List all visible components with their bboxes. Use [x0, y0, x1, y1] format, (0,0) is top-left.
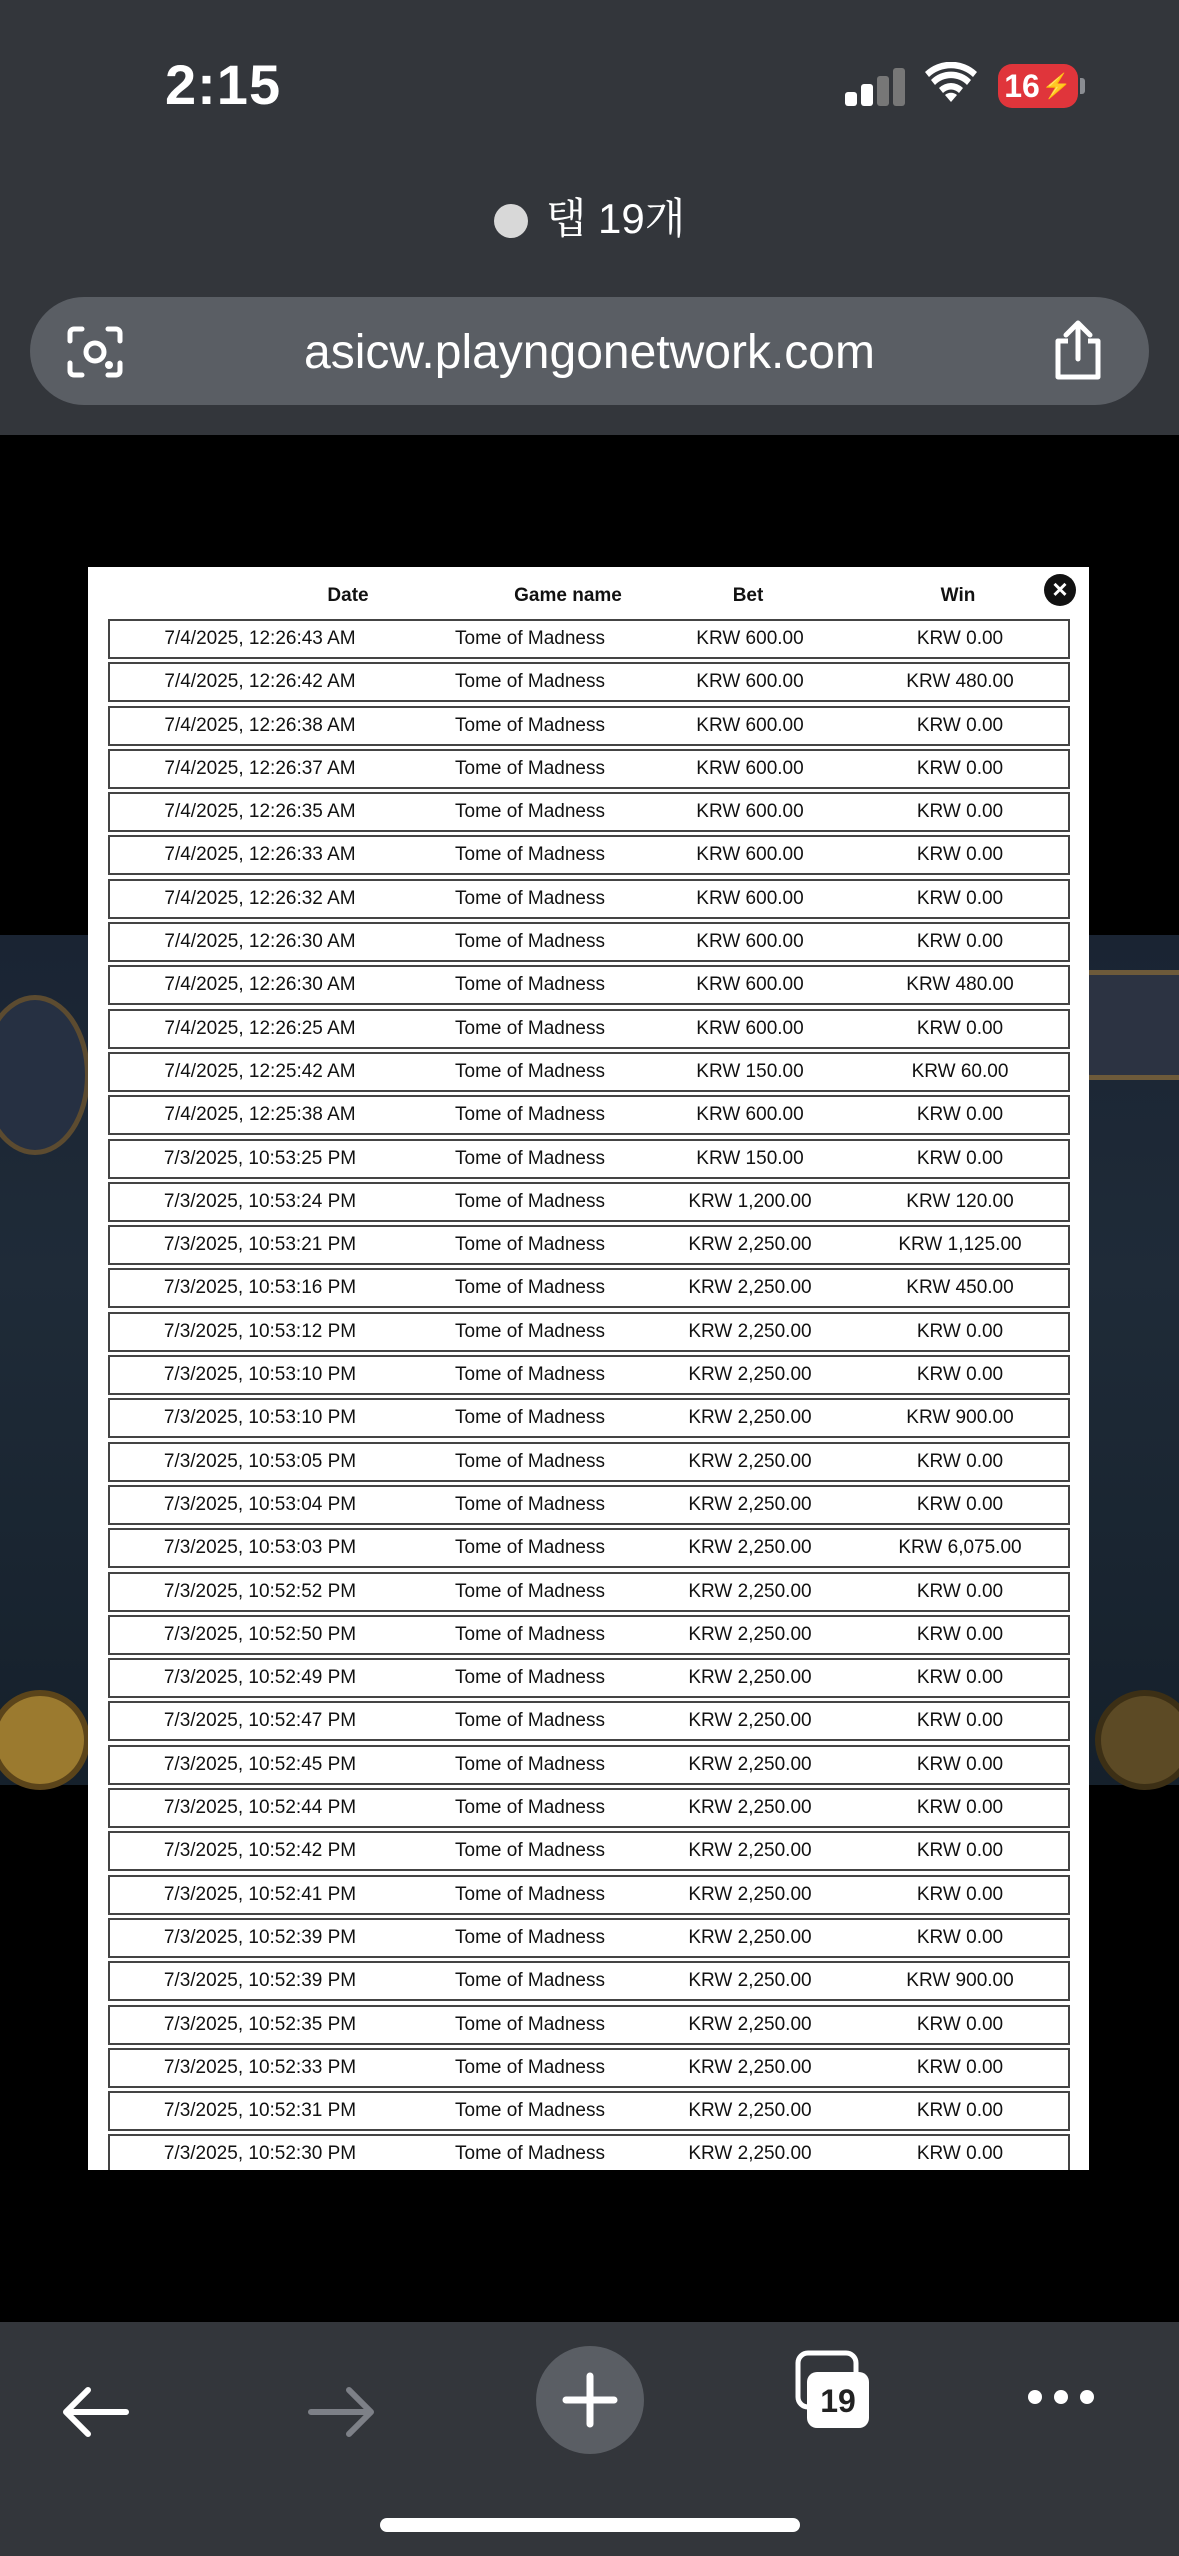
row-win: KRW 0.00 [916, 887, 1004, 909]
table-row [108, 749, 1070, 789]
row-bet: KRW 2,250.00 [688, 1450, 812, 1472]
row-bet: KRW 600.00 [696, 628, 804, 649]
row-win: KRW 1,125.00 [898, 1234, 1022, 1256]
history-table [108, 619, 1070, 2170]
table-row [108, 922, 1070, 962]
row-bet: KRW 2,250.00 [688, 1840, 812, 1862]
row-win: KRW 0.00 [916, 1883, 1004, 1905]
row-win: KRW 480.00 [906, 671, 1014, 693]
row-game-name: Tome of Madness [455, 1104, 605, 1126]
plus-icon [536, 2346, 644, 2454]
row-date: 7/4/2025, 12:26:25 AM [164, 1017, 356, 1039]
row-game-name: Tome of Madness [455, 2013, 605, 2035]
table-row [108, 1485, 1070, 1525]
row-game-name: Tome of Madness [455, 1320, 605, 1342]
table-row [108, 792, 1070, 832]
table-row [108, 1355, 1070, 1395]
row-bet: KRW 150.00 [696, 1147, 804, 1169]
table-row [108, 2134, 1070, 2170]
row-game-name: Tome of Madness [455, 1753, 605, 1775]
row-game-name: Tome of Madness [455, 1797, 605, 1819]
row-bet: KRW 600.00 [696, 974, 804, 996]
table-row [108, 1225, 1070, 1265]
row-game-name: Tome of Madness [455, 1450, 605, 1472]
row-win: KRW 0.00 [916, 1580, 1004, 1602]
table-row [108, 2091, 1070, 2131]
row-bet: KRW 2,250.00 [688, 1883, 812, 1905]
row-game-name: Tome of Madness [455, 1147, 605, 1169]
table-row [108, 965, 1070, 1005]
row-date: 7/4/2025, 12:26:43 AM [164, 628, 356, 649]
row-win: KRW 0.00 [916, 1840, 1004, 1862]
header-win: Win [940, 585, 976, 606]
row-win: KRW 0.00 [916, 2013, 1004, 2035]
row-game-name: Tome of Madness [455, 844, 605, 866]
cellular-signal-icon [845, 66, 905, 106]
row-game-name: Tome of Madness [455, 1883, 605, 1905]
share-icon[interactable] [1050, 319, 1106, 383]
tabs-button[interactable] [795, 2350, 875, 2432]
row-bet: KRW 600.00 [696, 714, 804, 736]
row-bet: KRW 2,250.00 [688, 1623, 812, 1645]
row-win: KRW 0.00 [916, 1797, 1004, 1819]
row-bet: KRW 150.00 [696, 1060, 804, 1082]
row-win: KRW 0.00 [916, 2143, 1004, 2165]
row-win: KRW 0.00 [916, 1753, 1004, 1775]
row-game-name: Tome of Madness [455, 801, 605, 823]
table-row [108, 879, 1070, 919]
row-game-name: Tome of Madness [455, 974, 605, 996]
table-row [108, 1009, 1070, 1049]
table-row [108, 662, 1070, 702]
row-win: KRW 0.00 [916, 1623, 1004, 1645]
row-date: 7/3/2025, 10:53:05 PM [163, 1450, 357, 1472]
row-game-name: Tome of Madness [455, 887, 605, 909]
table-row [108, 1918, 1070, 1958]
row-win: KRW 0.00 [916, 714, 1004, 736]
row-date: 7/3/2025, 10:53:12 PM [163, 1320, 357, 1342]
row-game-name: Tome of Madness [455, 757, 605, 779]
row-game-name: Tome of Madness [455, 1060, 605, 1082]
table-row [108, 1442, 1070, 1482]
tab-count-indicator [0, 186, 1179, 246]
row-game-name: Tome of Madness [455, 1710, 605, 1732]
row-date: 7/3/2025, 10:52:52 PM [163, 1580, 357, 1602]
row-date: 7/3/2025, 10:52:50 PM [163, 1623, 357, 1645]
row-date: 7/3/2025, 10:53:21 PM [163, 1234, 357, 1256]
row-game-name: Tome of Madness [455, 1234, 605, 1256]
row-win: KRW 60.00 [911, 1060, 1009, 1082]
tab-dot-icon [494, 204, 528, 238]
row-bet: KRW 600.00 [696, 844, 804, 866]
row-bet: KRW 2,250.00 [688, 1234, 812, 1256]
table-row [108, 1961, 1070, 2001]
table-row [108, 1831, 1070, 1871]
row-bet: KRW 2,250.00 [688, 1364, 812, 1386]
row-win: KRW 480.00 [906, 974, 1014, 996]
table-row [108, 1312, 1070, 1352]
new-tab-button[interactable] [536, 2346, 644, 2454]
row-bet: KRW 2,250.00 [688, 1797, 812, 1819]
row-bet: KRW 2,250.00 [688, 2100, 812, 2122]
row-date: 7/3/2025, 10:53:25 PM [163, 1147, 357, 1169]
address-bar[interactable] [30, 297, 1149, 405]
row-win: KRW 120.00 [906, 1190, 1014, 1212]
row-bet: KRW 2,250.00 [688, 1537, 812, 1559]
row-date: 7/3/2025, 10:53:03 PM [163, 1537, 357, 1559]
row-game-name: Tome of Madness [455, 1840, 605, 1862]
status-time: 2:15 [165, 53, 282, 116]
row-date: 7/3/2025, 10:52:39 PM [163, 1970, 357, 1992]
row-date: 7/3/2025, 10:52:47 PM [163, 1710, 357, 1732]
row-game-name: Tome of Madness [455, 628, 605, 649]
row-win: KRW 450.00 [906, 1277, 1014, 1299]
row-game-name: Tome of Madness [455, 2100, 605, 2122]
table-row [108, 1701, 1070, 1741]
row-date: 7/4/2025, 12:26:35 AM [164, 801, 356, 823]
row-date: 7/4/2025, 12:26:30 AM [164, 974, 356, 996]
arrow-left-icon[interactable] [60, 2382, 132, 2442]
row-win: KRW 0.00 [916, 1926, 1004, 1948]
row-win: KRW 0.00 [916, 1104, 1004, 1126]
row-date: 7/3/2025, 10:52:35 PM [163, 2013, 357, 2035]
row-win: KRW 0.00 [916, 1320, 1004, 1342]
battery-level: 16 [1004, 67, 1040, 104]
table-row [108, 1052, 1070, 1092]
header-date: Date [327, 585, 369, 606]
row-game-name: Tome of Madness [455, 1190, 605, 1212]
row-bet: KRW 2,250.00 [688, 2056, 812, 2078]
row-bet: KRW 600.00 [696, 801, 804, 823]
row-game-name: Tome of Madness [455, 1277, 605, 1299]
row-game-name: Tome of Madness [455, 1970, 605, 1992]
table-row [108, 1182, 1070, 1222]
row-date: 7/3/2025, 10:52:44 PM [163, 1797, 357, 1819]
row-win: KRW 0.00 [916, 628, 1004, 649]
row-bet: KRW 2,250.00 [688, 1277, 812, 1299]
row-bet: KRW 2,250.00 [688, 1320, 812, 1342]
more-icon[interactable] [1026, 2382, 1096, 2412]
row-date: 7/3/2025, 10:53:10 PM [163, 1364, 357, 1386]
table-row [108, 619, 1070, 659]
row-game-name: Tome of Madness [455, 2056, 605, 2078]
row-date: 7/4/2025, 12:25:42 AM [164, 1060, 356, 1082]
url-text[interactable]: asicw.playngonetwork.com [304, 326, 875, 379]
row-game-name: Tome of Madness [455, 1537, 605, 1559]
row-win: KRW 0.00 [916, 2100, 1004, 2122]
row-game-name: Tome of Madness [455, 1364, 605, 1386]
row-bet: KRW 2,250.00 [688, 1667, 812, 1689]
table-row [108, 2048, 1070, 2088]
row-date: 7/4/2025, 12:26:33 AM [164, 844, 356, 866]
row-win: KRW 0.00 [916, 1493, 1004, 1515]
row-date: 7/3/2025, 10:53:04 PM [163, 1493, 357, 1515]
row-win: KRW 0.00 [916, 801, 1004, 823]
tabs-count: 19 [807, 2372, 869, 2428]
row-bet: KRW 2,250.00 [688, 1580, 812, 1602]
row-date: 7/3/2025, 10:53:16 PM [163, 1277, 357, 1299]
row-bet: KRW 2,250.00 [688, 1753, 812, 1775]
row-win: KRW 6,075.00 [898, 1537, 1022, 1559]
row-bet: KRW 2,250.00 [688, 2013, 812, 2035]
row-bet: KRW 600.00 [696, 887, 804, 909]
table-row [108, 1398, 1070, 1438]
row-win: KRW 0.00 [916, 1710, 1004, 1732]
header-bet: Bet [732, 585, 764, 606]
row-date: 7/4/2025, 12:26:32 AM [164, 887, 356, 909]
browser-top-chrome [0, 0, 1179, 435]
row-win: KRW 0.00 [916, 844, 1004, 866]
row-date: 7/3/2025, 10:52:39 PM [163, 1926, 357, 1948]
row-game-name: Tome of Madness [455, 1017, 605, 1039]
row-date: 7/3/2025, 10:52:33 PM [163, 2056, 357, 2078]
charging-bolt-icon: ⚡ [1041, 72, 1072, 100]
row-date: 7/3/2025, 10:52:31 PM [163, 2100, 357, 2122]
row-bet: KRW 600.00 [696, 931, 804, 953]
table-row [108, 1875, 1070, 1915]
row-date: 7/4/2025, 12:26:38 AM [164, 714, 356, 736]
browser-bottom-toolbar [0, 2322, 1179, 2556]
row-date: 7/3/2025, 10:52:49 PM [163, 1667, 357, 1689]
row-win: KRW 0.00 [916, 931, 1004, 953]
row-date: 7/3/2025, 10:52:30 PM [163, 2143, 357, 2165]
table-row [108, 1528, 1070, 1568]
wifi-icon [925, 62, 977, 106]
table-row [108, 706, 1070, 746]
table-row [108, 1745, 1070, 1785]
tab-count-label: 탭 19개 [545, 195, 686, 242]
row-game-name: Tome of Madness [455, 1623, 605, 1645]
row-win: KRW 0.00 [916, 1147, 1004, 1169]
row-bet: KRW 2,250.00 [688, 1407, 812, 1429]
table-row [108, 1788, 1070, 1828]
row-game-name: Tome of Madness [455, 671, 605, 693]
battery-indicator [998, 64, 1078, 108]
header-game-name: Game name [514, 585, 622, 606]
row-bet: KRW 600.00 [696, 671, 804, 693]
row-win: KRW 0.00 [916, 2056, 1004, 2078]
row-win: KRW 0.00 [916, 1450, 1004, 1472]
row-date: 7/4/2025, 12:26:30 AM [164, 931, 356, 953]
row-date: 7/4/2025, 12:25:38 AM [164, 1104, 356, 1126]
row-bet: KRW 2,250.00 [688, 2143, 812, 2165]
table-row [108, 1658, 1070, 1698]
row-game-name: Tome of Madness [455, 1580, 605, 1602]
arrow-right-icon[interactable] [305, 2382, 377, 2442]
table-row [108, 1139, 1070, 1179]
row-game-name: Tome of Madness [455, 2143, 605, 2165]
row-game-name: Tome of Madness [455, 1493, 605, 1515]
row-bet: KRW 2,250.00 [688, 1970, 812, 1992]
row-bet: KRW 2,250.00 [688, 1710, 812, 1732]
row-game-name: Tome of Madness [455, 1407, 605, 1429]
row-bet: KRW 2,250.00 [688, 1926, 812, 1948]
row-win: KRW 0.00 [916, 1017, 1004, 1039]
row-bet: KRW 2,250.00 [688, 1493, 812, 1515]
row-bet: KRW 600.00 [696, 1104, 804, 1126]
table-row [108, 1572, 1070, 1612]
row-date: 7/3/2025, 10:53:10 PM [163, 1407, 357, 1429]
row-win: KRW 0.00 [916, 757, 1004, 779]
row-game-name: Tome of Madness [455, 1667, 605, 1689]
close-icon[interactable]: × [1044, 574, 1076, 606]
table-row [108, 2005, 1070, 2045]
row-date: 7/3/2025, 10:52:41 PM [163, 1883, 357, 1905]
table-row [108, 1268, 1070, 1308]
row-date: 7/3/2025, 10:52:45 PM [163, 1753, 357, 1775]
web-page [0, 435, 1179, 2322]
game-history-modal [88, 567, 1089, 2170]
row-win: KRW 900.00 [906, 1970, 1014, 1992]
table-row [108, 1615, 1070, 1655]
row-game-name: Tome of Madness [455, 1926, 605, 1948]
row-bet: KRW 600.00 [696, 757, 804, 779]
row-game-name: Tome of Madness [455, 931, 605, 953]
row-date: 7/3/2025, 10:52:42 PM [163, 1840, 357, 1862]
row-date: 7/3/2025, 10:53:24 PM [163, 1190, 357, 1212]
row-date: 7/4/2025, 12:26:42 AM [164, 671, 356, 693]
row-bet: KRW 600.00 [696, 1017, 804, 1039]
row-win: KRW 900.00 [906, 1407, 1014, 1429]
table-row [108, 1095, 1070, 1135]
row-date: 7/4/2025, 12:26:37 AM [164, 757, 356, 779]
game-logo-fragment [1080, 970, 1179, 1080]
row-win: KRW 0.00 [916, 1667, 1004, 1689]
home-indicator [380, 2518, 800, 2532]
battery-cap [1080, 78, 1085, 94]
table-row [108, 835, 1070, 875]
row-win: KRW 0.00 [916, 1364, 1004, 1386]
row-bet: KRW 1,200.00 [688, 1190, 812, 1212]
row-game-name: Tome of Madness [455, 714, 605, 736]
